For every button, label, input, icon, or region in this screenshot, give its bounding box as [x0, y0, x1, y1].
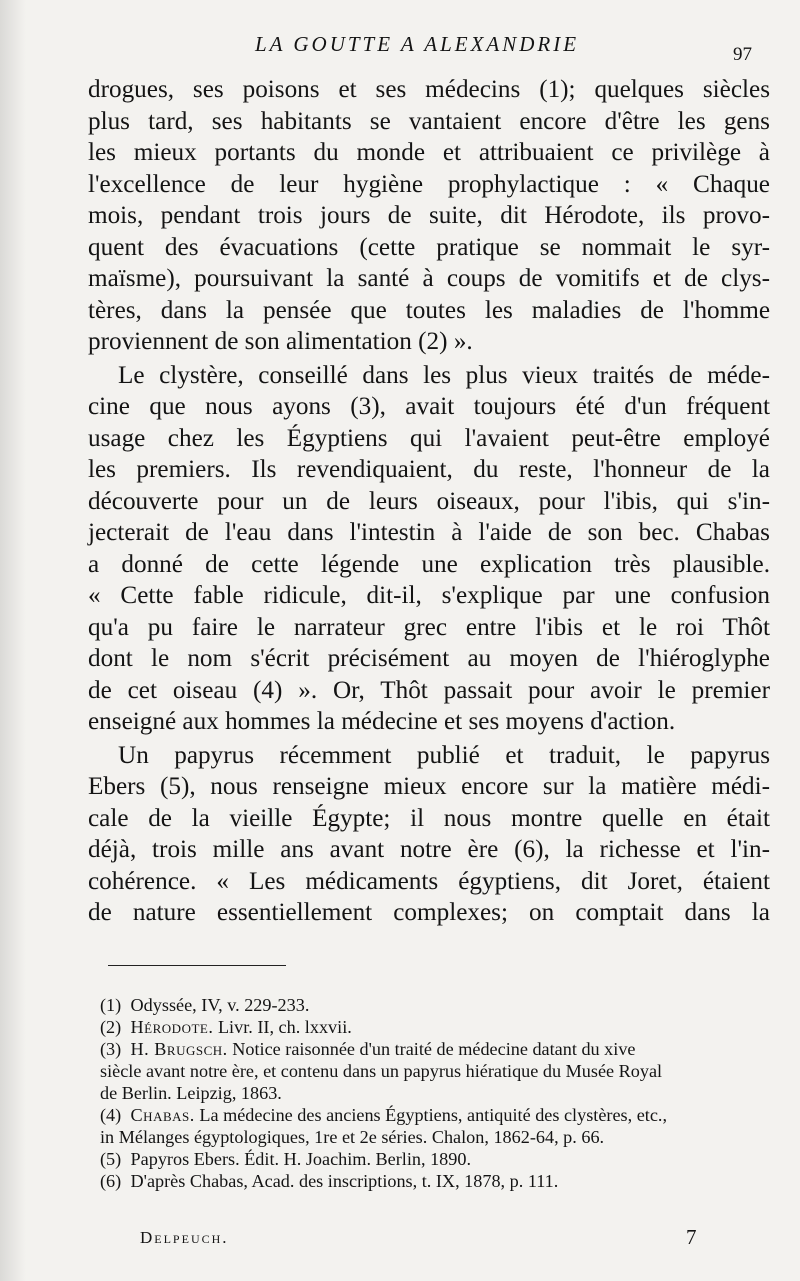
body-text — [88, 74, 770, 929]
text-line: Un papyrus récemment publié et traduit, le papyrus — [118, 741, 770, 769]
footnote-text: D'après Chabas, Acad. des inscriptions, t. IX, 1878, p. 111. — [130, 1171, 559, 1191]
footnote-number: (3) — [100, 1039, 122, 1059]
footnote-1 — [100, 994, 770, 1016]
text-line: maïsme), poursuivant la santé à coups de vomitifs et de clys- — [88, 265, 770, 292]
text-line: plus tard, ses habitants se vantaient encore d'être les gens — [88, 107, 770, 135]
text-line: découverte pour un de leurs oiseaux, pour l'ibis, qui s'in- — [88, 487, 770, 515]
text-line: cohérence. « Les médicaments égyptiens, dit Joret, étaient — [88, 867, 770, 895]
footnote-3 — [100, 1038, 770, 1060]
text-line: cine que nous ayons (3), avait toujours été d'un fréquent — [88, 393, 770, 420]
text-line: les premiers. Ils revendiquaient, du reste, l'honneur de la — [88, 456, 770, 483]
text-line: déjà, trois mille ans avant notre ère (6), la richesse et l'in- — [88, 836, 770, 863]
text-line: de cet oiseau (4) ». Or, Thôt passait pour avoir le premier — [88, 676, 770, 704]
paragraph-2 — [88, 360, 770, 738]
footnote-number: (5) — [100, 1149, 122, 1169]
text-line: mois, pendant trois jours de suite, dit Hérodote, ils provo- — [88, 202, 770, 229]
page-gutter-shadow — [0, 0, 26, 1281]
footnote-separator — [108, 965, 286, 966]
footnote-text: Odyssée, IV, v. 229-233. — [130, 995, 310, 1015]
footnote-number: (6) — [100, 1171, 122, 1191]
text-line: qu'a pu faire le narrateur grec entre l'ibis et le roi Thôt — [88, 613, 770, 641]
text-line: Ebers (5), nous renseigne mieux encore sur la matière médi- — [88, 773, 770, 800]
text-line: « Cette fable ridicule, dit-il, s'explique par une confusion — [88, 582, 770, 609]
footnote-3-continuation: de Berlin. Leipzig, 1863. — [100, 1083, 282, 1103]
footnote-text: Notice raisonnée d'un traité de médecine datant du xive — [232, 1039, 636, 1059]
footnote-text: La médecine des anciens Égyptiens, antiquité des clystères, etc., — [199, 1105, 667, 1125]
footnote-4-continuation: in Mélanges égyptologiques, 1re et 2e séries. Chalon, 1862-64, p. 66. — [100, 1127, 605, 1147]
footnote-3-continuation: siècle avant notre ère, et contenu dans un papyrus hiératique du Musée Royal — [100, 1061, 663, 1081]
footnote-number: (1) — [100, 995, 122, 1015]
footnote-text: Papyros Ebers. Édit. H. Joachim. Berlin, 1890. — [130, 1149, 472, 1169]
printer-signature: Delpeuch. — [140, 1228, 229, 1247]
text-line: jecterait de l'eau dans l'intestin à l'aide de son bec. Chabas — [88, 519, 770, 546]
footnote-6 — [100, 1170, 770, 1192]
text-line: l'excellence de leur hygiène prophylactique : « Chaque — [88, 170, 770, 198]
sheet-number: 7 — [686, 1225, 697, 1249]
text-line: Le clystère, conseillé dans les plus vieux traités de méde- — [118, 361, 770, 389]
text-line: a donné de cette légende une explication très plausible. — [88, 550, 770, 578]
footnote-author: H. Brugsch. — [130, 1039, 228, 1059]
footnote-author: Chabas. — [130, 1105, 195, 1125]
footnote-text: Livr. II, ch. lxxvii. — [217, 1017, 352, 1037]
text-line: drogues, ses poisons et ses médecins (1); quelques siècles — [88, 76, 770, 103]
text-line: quent des évacuations (cette pratique se nommait le syr- — [88, 233, 770, 261]
text-line: proviennent de son alimentation (2) ». — [88, 328, 473, 355]
text-line: cale de la vieille Égypte; il nous montre quelle en était — [88, 804, 770, 832]
text-line: dont le nom s'écrit précisément au moyen de l'hiéroglyphe — [88, 645, 770, 672]
text-line: enseigné aux hommes la médecine et ses moyens d'action. — [88, 708, 676, 735]
text-line: tères, dans la pensée que toutes les maladies de l'homme — [88, 296, 770, 324]
footnote-5 — [100, 1148, 770, 1170]
footnote-number: (2) — [100, 1017, 122, 1037]
footnote-author: Hérodote. — [130, 1017, 214, 1037]
footnotes — [100, 994, 770, 1192]
running-title: LA GOUTTE A ALEXANDRIE — [255, 32, 580, 56]
text-line: usage chez les Égyptiens qui l'avaient peut-être employé — [88, 424, 770, 452]
footnote-2 — [100, 1016, 770, 1038]
text-line: les mieux portants du monde et attribuaient ce privilège à — [88, 139, 770, 166]
page-number: 97 — [733, 44, 752, 65]
footnote-number: (4) — [100, 1105, 122, 1125]
paragraph-3 — [88, 740, 770, 929]
paragraph-1 — [88, 74, 770, 358]
footnote-4 — [100, 1104, 770, 1126]
text-line: de nature essentiellement complexes; on comptait dans la — [88, 899, 770, 926]
